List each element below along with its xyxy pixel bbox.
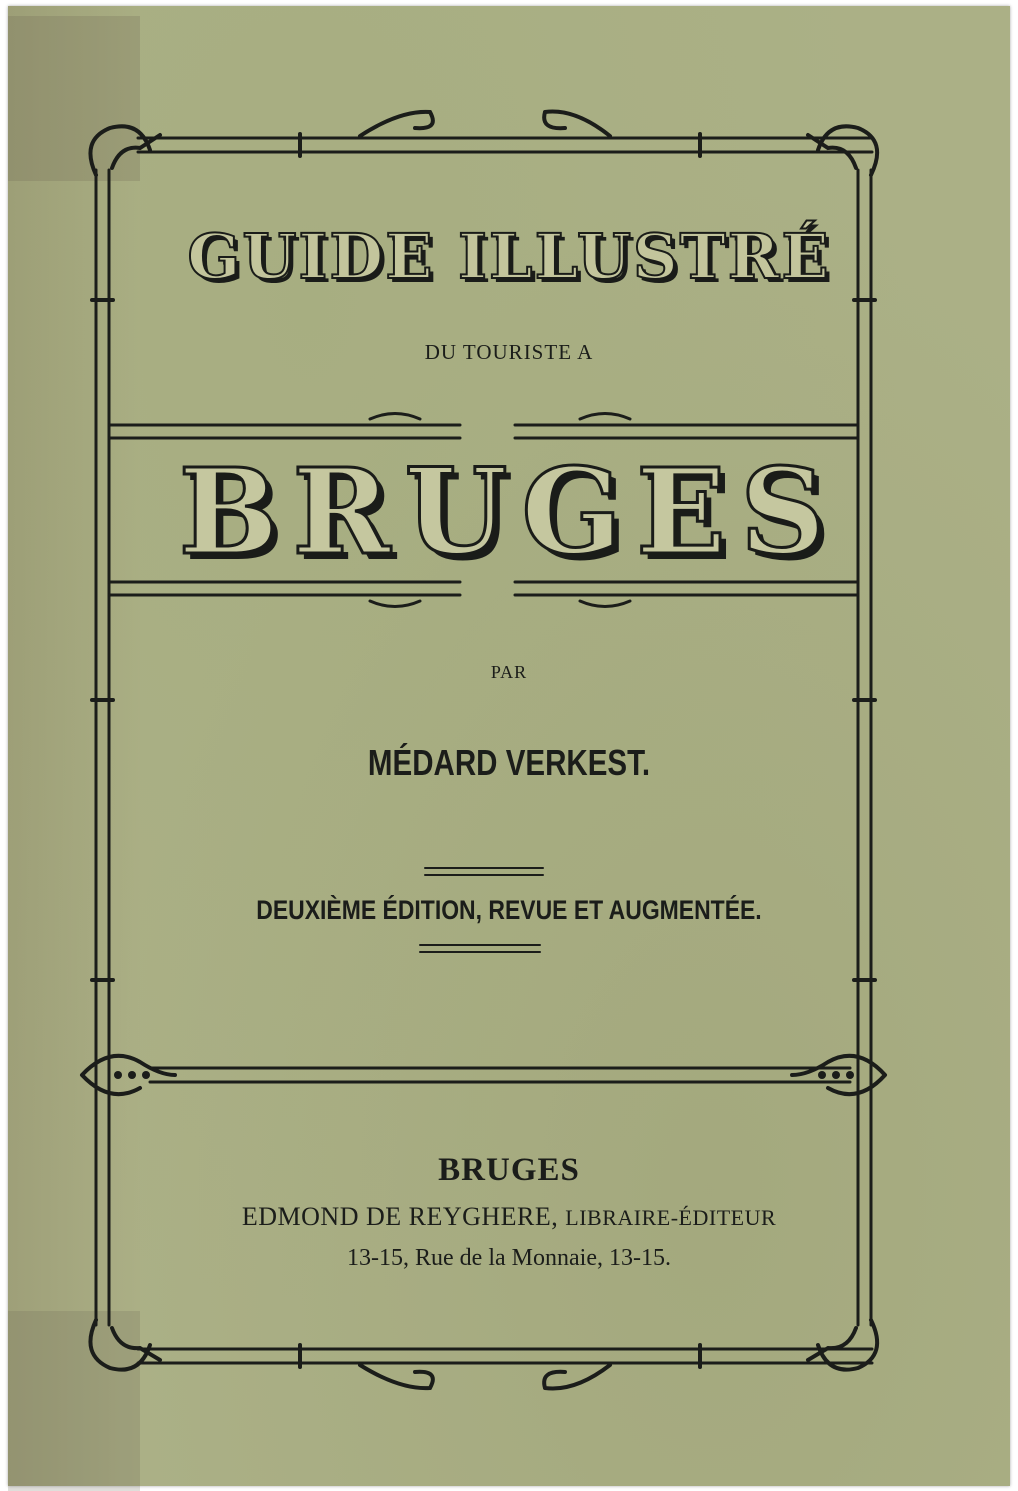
corner-scroll-top-left (90, 126, 160, 175)
publisher-name: EDMOND DE REYGHERE, (241, 1202, 559, 1231)
by-label: PAR (490, 662, 528, 682)
frame-top-rail (138, 138, 872, 152)
title-band-bottom (109, 582, 858, 607)
top-flourish (360, 112, 610, 137)
title-bruges: BRUGES (178, 442, 840, 581)
imprint-address: 13-15, Rue de la Monnaie, 13-15. (347, 1245, 671, 1271)
title-guide-illustre: GUIDE ILLUSTRÉ (187, 220, 831, 293)
edition-rule-top (425, 868, 543, 875)
subtitle-du-touriste: DU TOURISTE A (424, 340, 594, 364)
author-name: MÉDARD VERKEST. (367, 742, 651, 783)
bottom-flourish (360, 1365, 610, 1389)
imprint-city: BRUGES (438, 1152, 580, 1188)
edition-rule-bottom (420, 945, 540, 952)
publisher-role: LIBRAIRE-ÉDITEUR (565, 1205, 777, 1230)
frame-bottom-rail (138, 1349, 872, 1363)
imprint-publisher (0, 1202, 1018, 1232)
imprint-divider (150, 1068, 850, 1082)
edition-statement: DEUXIÈME ÉDITION, REVUE ET AUGMENTÉE. (256, 895, 762, 925)
title-band-top (109, 414, 858, 439)
